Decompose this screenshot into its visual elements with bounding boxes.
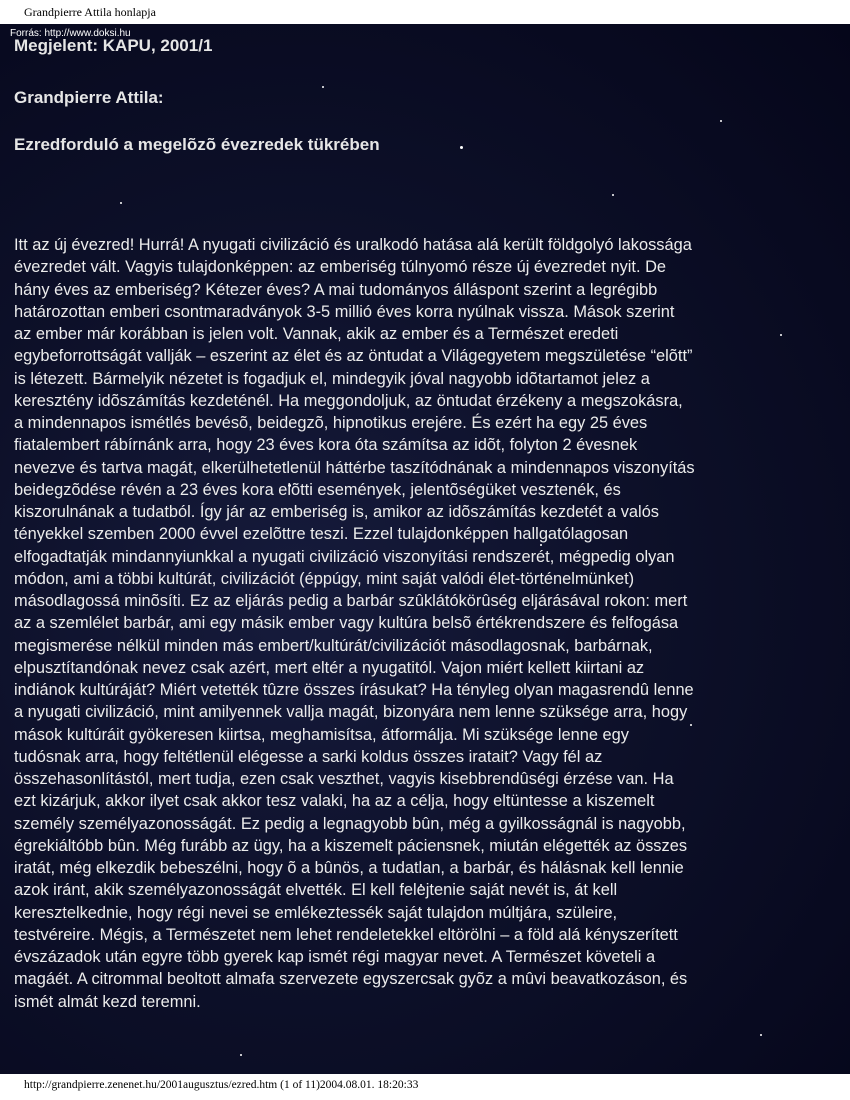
publication-line: Megjelent: KAPU, 2001/1	[14, 36, 213, 55]
browser-header	[0, 0, 850, 24]
article-title: Ezredforduló a megelõzõ évezredek tükrében	[14, 135, 380, 154]
star	[460, 146, 463, 149]
footer-url: http://grandpierre.zenenet.hu/2001augusztus/ezred.htm (1 of 11)2004.08.01. 18:20:33	[24, 1079, 419, 1091]
author-name: Grandpierre Attila:	[14, 88, 164, 107]
star	[760, 1034, 762, 1036]
star	[720, 120, 722, 122]
article-body: Itt az új évezred! Hurrá! A nyugati civilizáció és uralkodó hatása alá került földgolyó lakossága évezredet vált. Vagyis tulajdonképpen: az emberiség túlnyomó része új évezredet nyit. De hány éves az emberiség? Kétezer éves? A mai tudományos álláspont szerint a legrégibb határozottan emberi csontmaradványok 3-5 millió éves korra nyúlnak vissza. Mások szerint az ember már korábban is jelen volt. Vannak, akik az ember és a Természet eredeti egybeforrottságát vallják – eszerint az élet és az öntudat a Világegyetem megszületése “elõtt” is létezett. Bármelyik nézetet is fogadjuk el, mindegyik jóval nagyobb idõtartamot jelez a keresztény idõszámítás kezdeténél. Ha meggondoljuk, az öntudat érzékeny a megszokásra, a mindennapos ismétlés bevésõ, beidegzõ, hipnotikus erejére. És ezért ha egy 25 éves fiatalembert rábírnánk arra, hogy 23 éves kora óta számítsa az idõt, folyton 2 évesnek nevezve és tartva magát, elkerülhetetlenül háttérbe taszítódnának a mindennapos viszonyítás beidegzõdése révén a 23 éves kora elõtti események, jelentõségüket vesztenék, és kiszorulnának a tudatból. Így jár az emberiség is, amikor az idõszámítás kezdetét a valós tényekkel szemben 2000 évvel ezelõttre teszi. Ezzel tulajdonképpen hallgatólagosan elfogadtatják mindannyiunkkal a nyugati civilizáció viszonyítási rendszerét, mégpedig olyan módon, ami a többi kultúrát, civilizációt (éppúgy, mint saját valódi élet-történelmünket) másodlagossá minõsíti. Ez az eljárás pedig a barbár szûklátókörûség eljárásával rokon: mert az a szemlélet barbár, ami egy másik ember vagy kultúra belsõ értékrendszere és felfogása megismerése nélkül minden más embert/kultúrát/civilizációt másodlagosnak, barbárnak, elpusztítandónak nevez csak azért, mert eltér a nyugatitól. Vajon miért kellett kiirtani az indiánok kultúráját? Miért vetették tûzre összes írásukat? Ha tényleg olyan magasrendû lenne a nyugati civilizáció, mint amilyennek vallja magát, bizonyára nem lenne szüksége arra, hogy mások kultúráit gyökeresen kiirtsa, meghamisítsa, átformálja. Mi szüksége lenne egy tudósnak arra, hogy feltétlenül elégesse a sarki koldus összes iratait? Vagy fél az összehasonlítástól, mert tudja, ezen csak veszthet, vagyis kisebbrendûségi érzése van. Ha ezt kizárjuk, akkor ilyet csak akkor tesz valaki, ha az a célja, hogy eltüntesse a kiszemelt személy személyazonosságát. Ez pedig a legnagyobb bûn, még a gyilkosságnál is nagyobb, égrekiáltóbb bûn. Még furább az ügy, ha a kiszemelt páciensnek, miután elégették az összes iratát, még elkezdik bebeszélni, hogy õ a bûnös, a tudatlan, a barbár, és hálásnak kell lennie azok iránt, akik személyazonosságát elvették. El kell felejtenie saját nevét is, át kell keresztelkednie, hogy régi nevei se emlékeztessék saját tulajdon múltjára, szüleire, testvéreire. Mégis, a Természetet nem lehet rendeletekkel eltörölni – a föld alá kényszerített évszázadok után egyre több gyerek kap ismét régi magyar nevet. A Természet követeli a magáét. A citrommal beoltott almafa szervezete egyszercsak gyõz a mûvi beavatkozáson, és ismét almát kezd teremni.	[14, 236, 695, 1011]
star	[322, 86, 324, 88]
source-watermark: Forrás: http://www.doksi.hu	[10, 28, 131, 39]
browser-footer	[0, 1074, 850, 1100]
star	[240, 1054, 242, 1056]
starfield-panel	[0, 24, 850, 1074]
page-title-header: Grandpierre Attila honlapja	[24, 5, 156, 19]
star	[120, 202, 122, 204]
star	[612, 194, 614, 196]
